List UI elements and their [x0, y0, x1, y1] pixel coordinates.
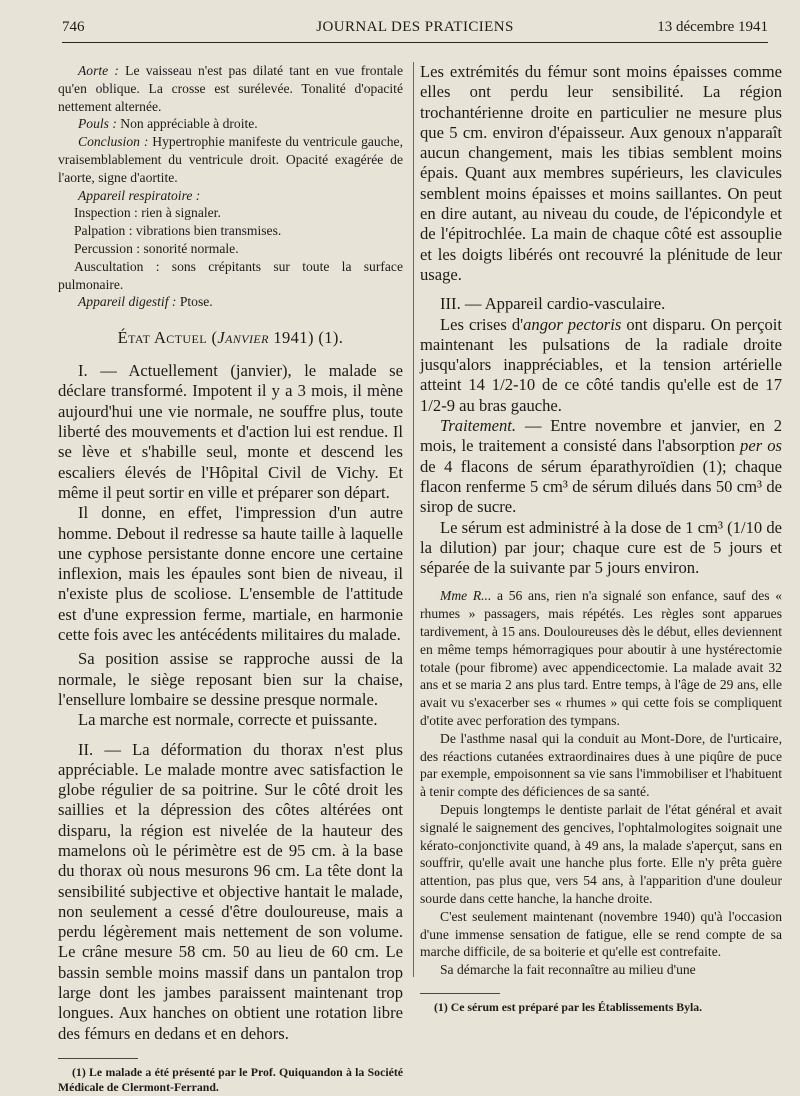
paragraph-serum: Le sérum est administré à la dose de 1 cm³ (1/10 de la dilution) par jour; chaque cure est de 5 jours et séparée de la suivante par 5 jours environ. — [420, 517, 782, 578]
paragraph-novembre: C'est seulement maintenant (novembre 1940) qu'à l'occasion d'une immense sensation de fatigue, elle se rend compte de sa marche difficile, de sa boiterie et qu'elle est contrefaite. — [420, 908, 782, 960]
paragraph-III-heading: III. — Appareil cardio-vasculaire. — [440, 294, 666, 314]
journal-title: JOURNAL DES PRATICIENS — [316, 19, 514, 35]
respiratoire-heading: Appareil respiratoire : — [78, 187, 201, 203]
footnote-right: (1) Ce sérum est préparé par les Établissements Byla. — [434, 999, 703, 1014]
resp-inspection: Inspection : rien à signaler. — [74, 205, 221, 221]
paragraph-dentiste: Depuis longtemps le dentiste parlait de l'état général et avait signalé le saignement des gencives, l'ophtalmologites soignait une kérato-conjonctivite quand, à 49 ans, la malade s'aperçut, sans en souffrir, qu'elle avait une hanche plus forte. Elle n'y prêta guère attention, pas plus que, vers 54 ans, à l'apparition d'une douleur sourde dans cette hanche, la hanche droite. — [420, 801, 782, 906]
digestif-paragraph: Appareil digestif : Ptose. — [78, 294, 213, 310]
footnote-rule — [58, 1058, 138, 1059]
paragraph-extremites: Les extrémités du fémur sont moins épaisses comme elles ont perdu leur sensibilité. La région trochantérienne droite en particulier ne mesure plus que 5 cm. environ d'épaisseur. Aux genoux n'apparaît aucun changement, mais les tibias semblent moins épais. Quant aux membres supérieurs, les clavicules semblent moins épaisses et moins saillantes. On peut en dire autant, au niveau du coude, de l'épicondyle et de l'épitrochlée. La main de chaque côté est assouplie et les doigts libérés ont recouvré la plénitude de leur usage. — [420, 62, 782, 284]
section-title-etat-actuel: État Actuel (Janvier 1941) (1). — [117, 328, 344, 348]
resp-percussion: Percussion : sonorité normale. — [74, 240, 239, 256]
paragraph-asthme: De l'asthme nasal qui la conduit au Mont-Dore, de l'urticaire, des réactions cutanées extraordinaires dues à une piqûre de puce par exemple, empoisonnent sa vie sans l'immobiliser et l'habituent à tenir compte des déficiences de sa santé. — [420, 730, 782, 800]
paragraph-angor: Les crises d'angor pectoris ont disparu. On perçoit maintenant les pulsations de la radiale droite jusqu'alors inappréciables, et la tension artérielle atteint 14 1/2-10 de ce côté tandis qu'elle est de 17 1/2-9 au bras gauche. — [420, 314, 782, 415]
paragraph-traitement: Traitement. — Entre novembre et janvier, en 2 mois, le traitement a consisté dans l'absorption per os de 4 flacons de sérum éparathyroïdien (1); chaque flacon renferme 5 cm³ de sérum dilués dans 50 cm³ de sirop de sucre. — [420, 416, 782, 517]
right-column — [420, 62, 782, 1015]
paragraph-impression: Il donne, en effet, l'impression d'un autre homme. Debout il redresse sa haute taille à laquelle une cyphose persistante donne encore une certaine inflexion, mais les épaules sont bien de niveau, il n'existe plus de scoliose. L'ensemble de l'attitude est d'une expression ferme, martiale, en harmonie cette fois avec les antécédents militaires du malade. — [58, 503, 403, 645]
footnote-rule-right — [420, 993, 500, 994]
paragraph-II: II. — La déformation du thorax n'est plus appréciable. Le malade montre avec satisfaction le globe régulier de sa poitrine. Sur le côté droit les saillies et la dépression des côtes altérées ont disparu, la région est nivelée de la hauteur des mamelons où le périmètre est de 95 cm. à la base du thorax où nous mesurons 96 cm. La tête dont la sensibilité subjective et objective hantait le malade, non seulement a cessé d'être douloureuse, mais a perdu légèrement mais nettement de son volume. Le crâne mesure 58 cm. 50 au lieu de 60 cm. Le bassin semble moins massif dans un pantalon trop large dont les jambes paraissent maintenant trop longues. Aux hanches on obtient une rotation libre des fémurs en dedans et en dehors. — [58, 739, 403, 1043]
footnote-left: (1) Le malade a été présenté par le Prof. Quiquandon à la Société Médicale de Clermont-Ferrand. — [58, 1064, 403, 1095]
paragraph-mme-r: Mme R... a 56 ans, rien n'a signalé son enfance, sauf des « rhumes » passagers, mais répétés. Les règles sont apparues tardivement, à 15 ans. Douloureuses dès le début, elles deviennent en même temps hémorragiques pour aboutir à une hystérectomie totale (pour fibrome) avec appendicectomie. La malade avait 32 ans et se maria 2 ans plus tard. Entre temps, à l'âge de 29 ans, elle avait vu s'exacerber ses « rhumes » qui cette fois se compliquent d'otite avec perforation des tympans. — [420, 588, 782, 728]
paragraph-demarche: Sa démarche la fait reconnaître au milieu d'une — [440, 962, 696, 978]
left-column — [58, 62, 403, 1096]
running-header — [62, 16, 768, 43]
paragraph-I: I. — Actuellement (janvier), le malade se déclare transformé. Impotent il y a 3 mois, il mène aujourd'hui une vie normale, ne souffre plus, toute liberté des mouvements et d'action lui est rendue. Il se lève et s'habille seul, monte et descend les escaliers élevés de l'Hôpital Civil de Vichy. Et même il peut sortir en ville et préparer son départ. — [58, 361, 403, 502]
column-divider — [413, 62, 414, 977]
issue-date: 13 décembre 1941 — [657, 19, 768, 35]
resp-palpation: Palpation : vibrations bien transmises. — [74, 223, 282, 239]
paragraph-position-assise: Sa position assise se rapproche aussi de la normale, le siège reposant bien sur la chaise, l'ensellure lombaire se dessine presque normale. — [58, 649, 403, 709]
resp-auscultation: Auscultation : sons crépitants sur toute la surface pulmonaire. — [58, 258, 403, 292]
paragraph-marche: La marche est normale, correcte et puissante. — [78, 710, 378, 730]
conclusion-paragraph: Conclusion : Hypertrophie manifeste du ventricule gauche, vraisemblablement du ventricule droit. Opacité exagérée de l'aorte, signe d'aortite. — [58, 134, 403, 185]
page-number: 746 — [62, 19, 85, 35]
aorte-paragraph: Aorte : Le vaisseau n'est pas dilaté tant en vue frontale qu'en oblique. La crosse est surélevée. Tonalité d'opacité nettement alternée. — [58, 63, 403, 114]
pouls-paragraph: Pouls : Non appréciable à droite. — [78, 116, 258, 132]
